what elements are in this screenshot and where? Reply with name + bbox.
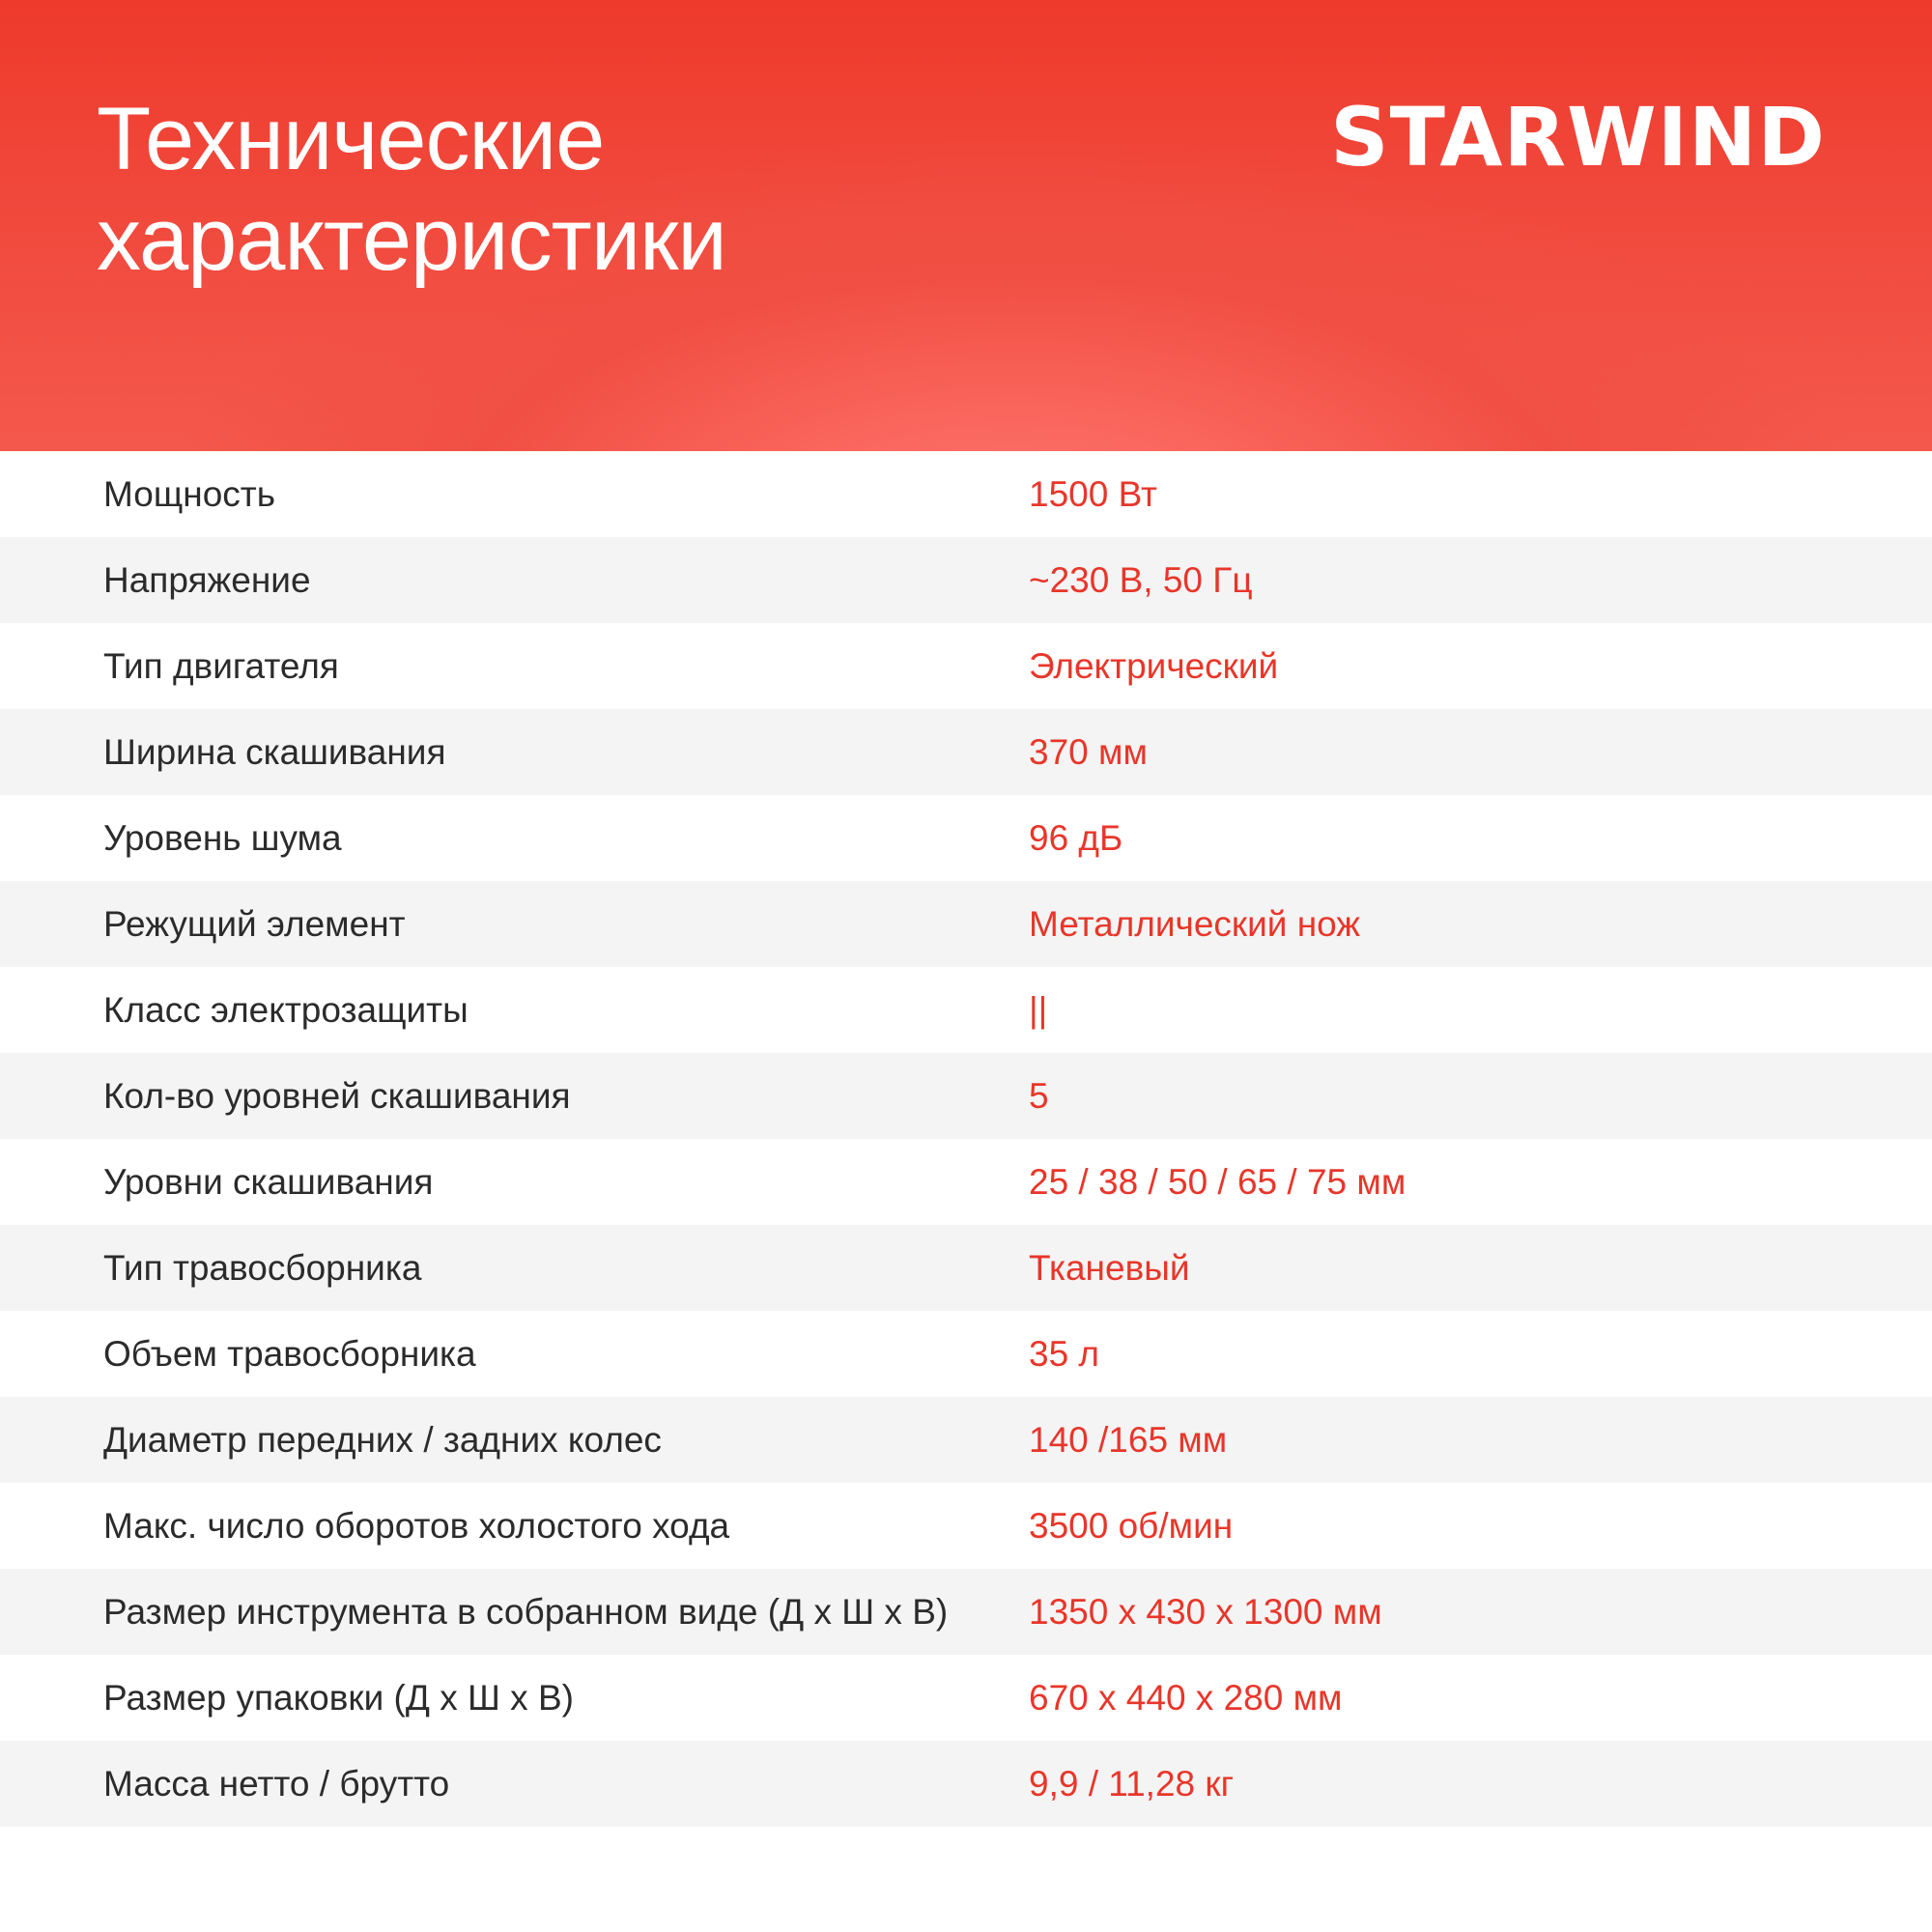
spec-label: Размер инструмента в собранном виде (Д х Ш х В) xyxy=(103,1592,949,1632)
spec-value: Металлический нож xyxy=(1029,904,1361,944)
spec-label: Тип двигателя xyxy=(103,646,339,686)
spec-value: Тканевый xyxy=(1029,1248,1190,1288)
spec-label: Уровни скашивания xyxy=(103,1162,434,1202)
page-title-line-1: Технические xyxy=(97,90,605,188)
spec-label: Диаметр передних / задних колес xyxy=(103,1420,662,1460)
spec-row xyxy=(0,1741,1932,1827)
spec-value: 1350 х 430 х 1300 мм xyxy=(1029,1592,1382,1632)
brand-logo: STARWIND xyxy=(1330,90,1826,185)
spec-row xyxy=(0,881,1932,967)
header-banner xyxy=(0,0,1932,451)
spec-label: Масса нетто / брутто xyxy=(103,1764,450,1804)
spec-row xyxy=(0,709,1932,795)
spec-row xyxy=(0,451,1932,537)
spec-label: Уровень шума xyxy=(103,818,342,858)
spec-value: 670 х 440 х 280 мм xyxy=(1029,1678,1343,1718)
page-title-line-2: характеристики xyxy=(97,190,726,289)
spec-label: Объем травосборника xyxy=(103,1334,476,1374)
spec-row xyxy=(0,1311,1932,1397)
spec-value: 25 / 38 / 50 / 65 / 75 мм xyxy=(1029,1162,1406,1202)
spec-row xyxy=(0,623,1932,709)
spec-row xyxy=(0,1655,1932,1741)
spec-row xyxy=(0,1053,1932,1139)
spec-value: 35 л xyxy=(1029,1334,1100,1374)
spec-value: 140 /165 мм xyxy=(1029,1420,1228,1460)
spec-value: 96 дБ xyxy=(1029,818,1123,858)
spec-label: Режущий элемент xyxy=(103,904,406,944)
spec-label: Напряжение xyxy=(103,560,311,600)
spec-label: Макс. число оборотов холостого хода xyxy=(103,1506,730,1546)
spec-row xyxy=(0,967,1932,1053)
spec-label: Ширина скашивания xyxy=(103,732,446,772)
spec-value: 3500 об/мин xyxy=(1029,1506,1234,1546)
spec-value: 5 xyxy=(1029,1076,1049,1116)
spec-label: Тип травосборника xyxy=(103,1248,422,1288)
spec-row xyxy=(0,1139,1932,1225)
spec-row xyxy=(0,1569,1932,1655)
spec-label: Класс электрозащиты xyxy=(103,990,469,1030)
spec-value: ~230 В, 50 Гц xyxy=(1029,560,1253,600)
spec-row xyxy=(0,1483,1932,1569)
spec-row xyxy=(0,1225,1932,1311)
spec-label: Мощность xyxy=(103,474,275,514)
spec-value: || xyxy=(1029,990,1048,1030)
spec-row xyxy=(0,795,1932,881)
spec-label: Кол-во уровней скашивания xyxy=(103,1076,571,1116)
spec-label: Размер упаковки (Д х Ш х В) xyxy=(103,1678,574,1718)
specs-table xyxy=(0,451,1932,1827)
spec-value: 1500 Вт xyxy=(1029,474,1157,514)
spec-value: 370 мм xyxy=(1029,732,1148,772)
spec-row xyxy=(0,1397,1932,1483)
spec-value: 9,9 / 11,28 кг xyxy=(1029,1764,1235,1804)
page-title xyxy=(97,89,966,290)
spec-row xyxy=(0,537,1932,623)
spec-value: Электрический xyxy=(1029,646,1279,686)
